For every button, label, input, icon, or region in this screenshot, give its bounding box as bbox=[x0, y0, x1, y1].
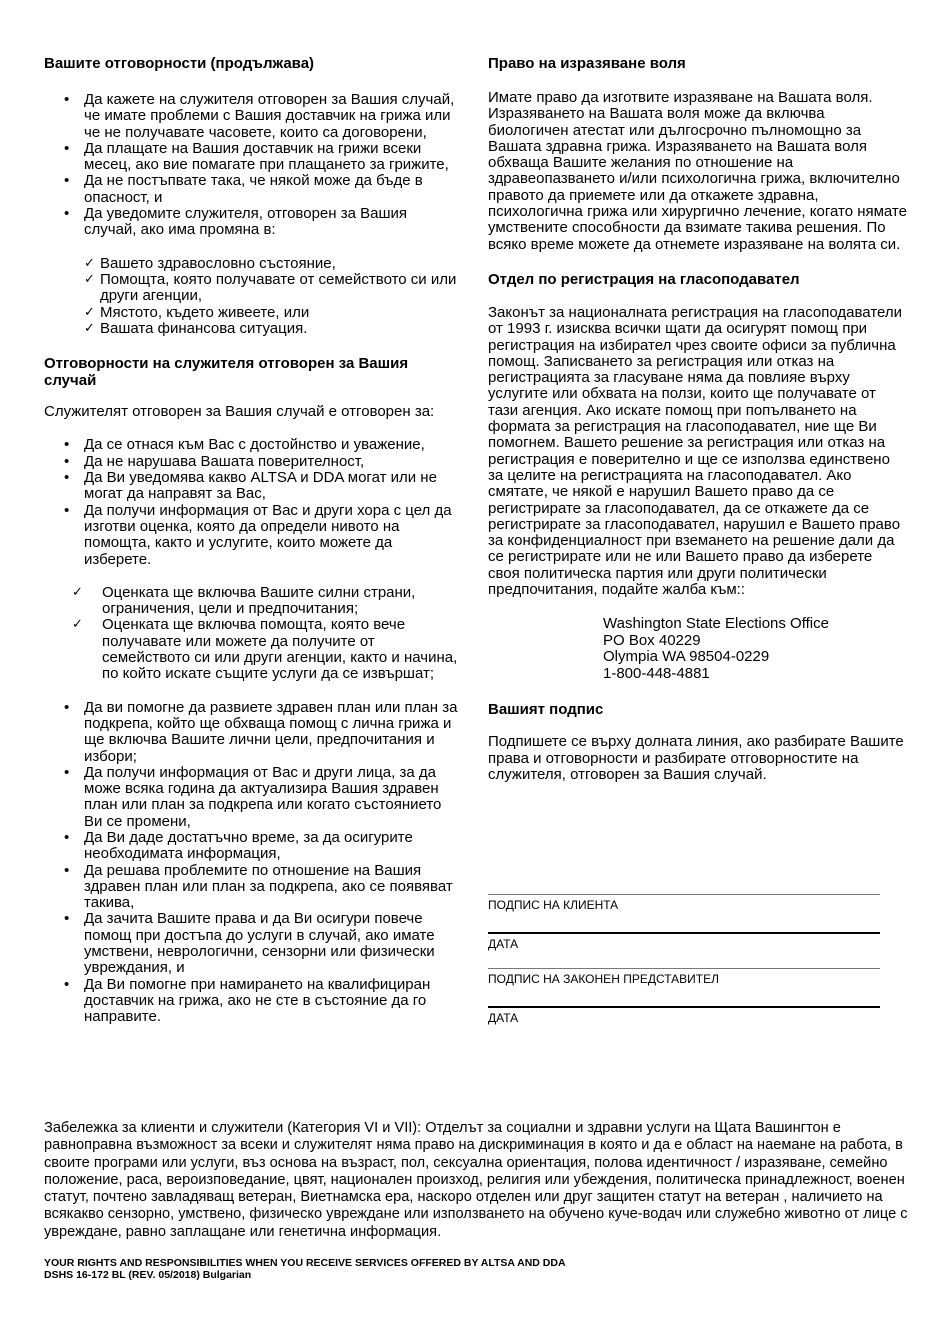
advance-directive-text: Имате право да изготвите изразяване на Вашата воля. Изразяването на Вашата воля може да включва биологичен атестат или дългосрочно пълномощно за Вашата здравна грижа. Изразяването на Вашата воля обхваща Вашите желания по отношение на здравеопазването и/или психологична грижа, включително правото да приемете или да откажете здравна, психологична грижа или хирургично лечение, когато нямате умствените способности да взимате такива решения. По всяко време можете да отнемете изразяване на волята си. bbox=[488, 89, 907, 253]
list-item: • Да ви помогне да развиете здравен план или план за подкрепа, който ще обхваща помощ с лична грижа и ще включва Вашите лични цели, предпочитания и избори; bbox=[44, 700, 459, 765]
address-line: Olympia WA 98504-0229 bbox=[603, 648, 770, 666]
client-date-line[interactable] bbox=[488, 912, 880, 934]
list-item: • Да се отнася към Вас с достойнство и уважение, bbox=[44, 437, 459, 453]
representative-date-label: ДАТА bbox=[488, 1011, 519, 1025]
list-item: • Да плащате на Вашия доставчик на грижи всеки месец, ако вие помагате при плащането за грижите, bbox=[44, 141, 459, 174]
list-item: • Да зачита Вашите права и да Ви осигури повече помощ при достъпа до услуги в случай, ако имате умствени, неврологични, сензорни или физически увреждания, и bbox=[44, 911, 459, 976]
voter-registration-heading: Отдел по регистрация на гласоподавател bbox=[488, 270, 800, 288]
phone-number: 1-800-448-4881 bbox=[603, 664, 710, 682]
nondiscrimination-notice: Забележка за клиенти и служители (Категория VI и VII): Отделът за социални и здравни услуги на Щата Вашингтон е равноправна възможност за всеки и служителят няма право на дискриминация в която и да е област на наемане на работа, в своите програми или услуги, въз основа на възраст, пол, сексуална ориентация, полова идентичност / изразяване, семейно положение, раса, вероизповедание, цвят, национален произход, религия или убеждения, политическа принадлежност, военен статут, почтено завладяващ ветеран, Виетнамска ера, наскоро отделен или друг защитен статут на ветеран , наличието на всякакво сензорно, умствено, физическо увреждане или използването на обучено куче-водач или служебно животно от лице с увреждане, равно заплащане или генетична информация. bbox=[44, 1120, 908, 1240]
form-number: DSHS 16-172 BL (REV. 05/2018) Bulgarian bbox=[44, 1269, 252, 1281]
list-item: • Да не нарушава Вашата поверителност, bbox=[44, 454, 459, 470]
case-manager-intro: Служителят отговорен за Вашия случай е отговорен за: bbox=[44, 403, 435, 421]
client-signature-label: ПОДПИС НА КЛИЕНТА bbox=[488, 898, 619, 912]
list-item: ✓ Вашата финансова ситуация. bbox=[44, 321, 459, 337]
list-item: • Да решава проблемите по отношение на Вашия здравен план или план за подкрепа, ако се появяват такива, bbox=[44, 863, 459, 912]
elections-office-address bbox=[603, 616, 908, 682]
advance-directive-heading: Право на изразяване воля bbox=[488, 55, 686, 72]
list-item: ✓ Оценката ще включва помощта, която вече получавате или можете да получите от семейството си или други агенции, както и начина, по който искате същите услуги да се извършат; bbox=[44, 617, 459, 682]
case-manager-heading: Отговорности на служителя отговорен за Вашия случай bbox=[44, 355, 409, 390]
list-item: • Да получи информация от Вас и други лица, за да може всяка година да актуализира Вашия здравен план или план за подкрепа или когато състоянието Ви се промени, bbox=[44, 765, 459, 830]
right-column bbox=[488, 55, 908, 1025]
your-responsibilities-heading: Вашите отговорности (продължава) bbox=[44, 55, 315, 72]
address-line: Washington State Elections Office bbox=[603, 615, 829, 633]
representative-date-line[interactable] bbox=[488, 986, 880, 1008]
client-date-label: ДАТА bbox=[488, 937, 519, 951]
assessment-list bbox=[44, 585, 459, 683]
client-signature-line[interactable] bbox=[488, 870, 880, 895]
address-line: PO Box 40229 bbox=[603, 631, 701, 649]
signature-heading: Вашият подпис bbox=[488, 701, 604, 719]
left-column bbox=[44, 55, 459, 1026]
responsibilities-list bbox=[44, 92, 459, 239]
list-item: ✓ Вашето здравословно състояние, bbox=[44, 256, 459, 272]
form-title: YOUR RIGHTS AND RESPONSIBILITIES WHEN YOU RECEIVE SERVICES OFFERED BY ALTSA AND DDA bbox=[44, 1257, 566, 1269]
list-item: • Да Ви уведомява какво ALTSA и DDA могат или не могат да направят за Вас, bbox=[44, 470, 459, 503]
representative-signature-line[interactable] bbox=[488, 951, 880, 969]
form-footer bbox=[44, 1257, 566, 1281]
voter-registration-text: Законът за националната регистрация на гласоподаватели от 1993 г. изисква всички щати да осигурят помощ при регистрация на избирател чрез своите офиси за публична помощ. Записването за регистрация или отказ на регистрацията за гласуване няма да повлияе върху услугите или обхвата на ползи, които ще получавате от тази агенция. Ако искате помощ при попълването на формата за регистрация на гласоподавател, ние ще Ви помогнем. Вашето решение за регистрация или отказ на регистрация е поверително и ще се използва единствено за целите на регистрацията на гласоподавател. Ако смятате, че някой е нарушил Вашето право да се регистрирате за гласоподавател, да се откажете да се регистрирате за гласоподавател, нарушил е Вашето право за конфиденциалност при вземането на решение дали да се регистрирате или не или Вашето право да изберете своя политическа партия или други политически предпочитания, подайте жалба към:: bbox=[488, 303, 902, 599]
list-item: ✓ Мястото, където живеете, или bbox=[44, 305, 459, 321]
change-list bbox=[44, 256, 459, 337]
signature-block bbox=[488, 870, 880, 1025]
list-item: • Да кажете на служителя отговорен за Вашия случай, че имате проблеми с Вашия доставчик на грижа или че не получавате часовете, които са договорени, bbox=[44, 92, 459, 141]
list-item: • Да Ви даде достатъчно време, за да осигурите необходимата информация, bbox=[44, 830, 459, 863]
representative-signature-label: ПОДПИС НА ЗАКОНЕН ПРЕДСТАВИТЕЛ bbox=[488, 972, 719, 986]
list-item: • Да уведомите служителя, отговорен за Вашия случай, ако има промяна в: bbox=[44, 206, 459, 239]
list-item: • Да получи информация от Вас и други хора с цел да изготви оценка, която да определи нивото на помощта, както и услугите, които можете да изберете. bbox=[44, 503, 459, 568]
list-item: • Да Ви помогне при намирането на квалифициран доставчик на грижа, ако не сте в състояние да го направите. bbox=[44, 977, 459, 1026]
list-item: ✓ Оценката ще включва Вашите силни страни, ограничения, цели и предпочитания; bbox=[44, 585, 459, 618]
case-manager-list-continued bbox=[44, 700, 459, 1026]
case-manager-list bbox=[44, 437, 459, 567]
signature-instructions: Подпишете се върху долната линия, ако разбирате Вашите права и отговорности и разбирате отговорностите на служителя, отговорен за Вашия случай. bbox=[488, 733, 904, 783]
list-item: ✓ Помощта, която получавате от семейството си или други агенции, bbox=[44, 272, 459, 305]
list-item: • Да не постъпвате така, че някой може да бъде в опасност, и bbox=[44, 173, 459, 206]
